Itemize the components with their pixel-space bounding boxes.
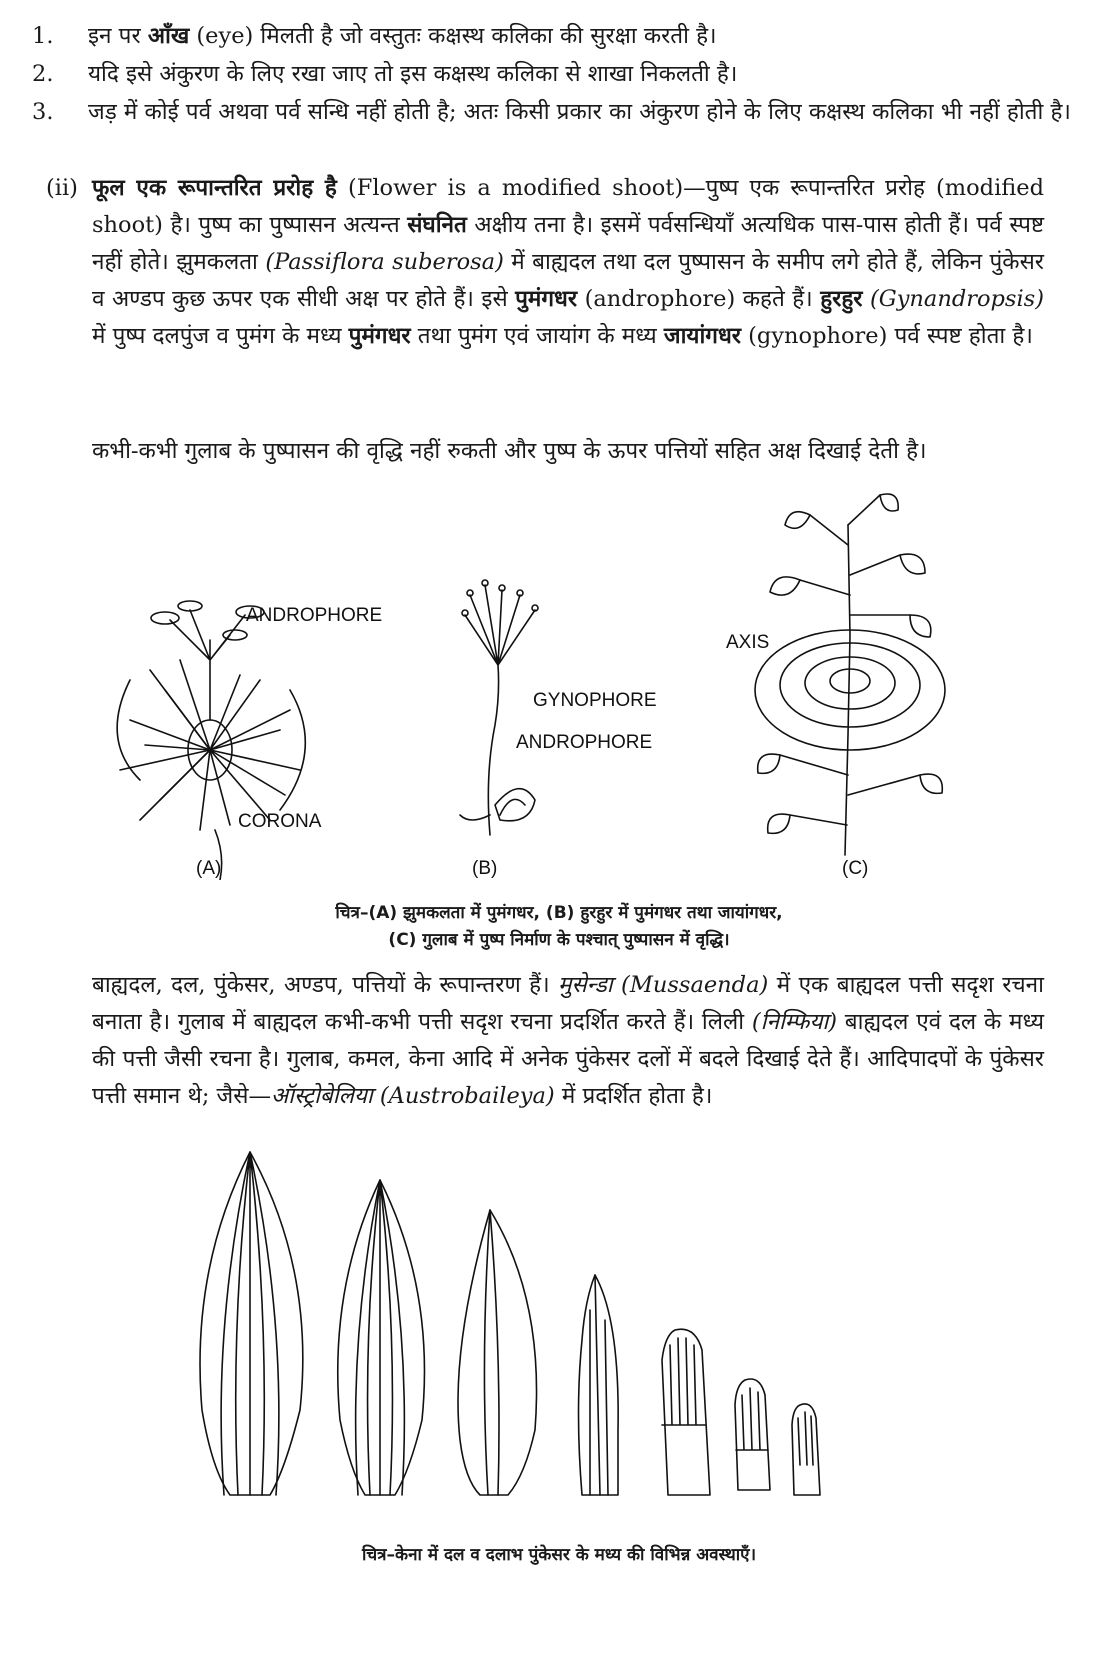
bold-term: पुमंगधर <box>515 286 578 312</box>
canna-stages-drawing <box>190 1150 870 1530</box>
italic-term: मुसेन्डा (Mussaenda) <box>558 972 769 998</box>
paragraph-text: में पुष्प दलपुंज व पुमंग के मध्य <box>92 323 349 349</box>
list-number: 1. <box>32 23 54 49</box>
list-number: 3. <box>32 99 54 125</box>
figure1-caption-line1: चित्र–(A) झुमकलता में पुमंगधर, (B) हुरहुर में पुमंगधर तथा जायांगधर, <box>335 903 783 923</box>
list-text: यदि इसे अंकुरण के लिए रखा जाए तो इस कक्षस्थ कलिका से शाखा निकलती है। <box>88 61 738 87</box>
paragraph-text: बाह्यदल एवं दल के मध्य की पत्ती जैसी रचना है। गुलाब, कमल, केना आदि में अनेक पुंकेसर दलों में बदले दिखाई देते हैं। आदिपादपों के पुंकेसर पत्ती समान थे; जैसे— <box>92 1009 1044 1109</box>
list-text: जड़ में कोई पर्व अथवा पर्व सन्धि नहीं होती है; अतः किसी प्रकार का अंकुरण होने के लिए कक्षस्थ कलिका भी नहीं होती है। <box>88 99 1071 125</box>
paragraph-text: बाह्यदल, दल, पुंकेसर, अण्डप, पत्तियों के रूपान्तरण हैं। <box>92 972 559 998</box>
bold-term: संघनित <box>407 212 467 238</box>
list-item-1 <box>32 18 1078 55</box>
figure1-caption-line2: (C) गुलाब में पुष्प निर्माण के पश्चात् पुष्पासन में वृद्धि। <box>388 930 730 950</box>
section-marker: (ii) <box>46 175 78 201</box>
rose-drawing <box>720 485 960 860</box>
section-paragraph <box>92 170 1044 355</box>
label-androphore-b: ANDROPHORE <box>516 732 653 753</box>
list-item-3 <box>32 94 1078 131</box>
label-androphore-a: ANDROPHORE <box>246 605 383 626</box>
italic-term: (निम्फिया) <box>751 1009 837 1035</box>
italic-term: ऑस्ट्रोबेलिया (Austrobaileya) <box>270 1083 555 1109</box>
paragraph-text: (gynophore) पर्व स्पष्ट होता है। <box>741 323 1033 349</box>
label-corona: CORONA <box>238 811 322 832</box>
paragraph-text: तथा पुमंग एवं जायांग के मध्य <box>410 323 664 349</box>
paragraph-text: में बाह्यदल तथा दल पुष्पासन के समीप लगे होते हैं, लेकिन पुंकेसर व अण्डप कुछ ऊपर एक सीधी अक्ष पर होते हैं। इसे <box>92 249 1044 312</box>
panel-label-a: (A) <box>196 858 222 879</box>
italic-term: (Passiflora suberosa) <box>265 249 504 275</box>
paragraph-text: (Flower is a modified shoot)—पुष्प एक रूपान्तरित प्ररोह (modified shoot) है। पुष्प का पुष्पासन अत्यन्त <box>92 175 1045 238</box>
stage-1-petal <box>200 1152 303 1495</box>
bold-term: आँख <box>147 23 190 49</box>
paragraph-text: अक्षीय तना है। इसमें पर्वसन्धियाँ अत्यधिक पास-पास होती हैं। पर्व स्पष्ट नहीं होते। झुमकलता <box>92 212 1044 275</box>
paragraph-text: (androphore) कहते हैं। <box>577 286 821 312</box>
bold-term: पुमंगधर <box>348 323 411 349</box>
paragraph-rose: कभी-कभी गुलाब के पुष्पासन की वृद्धि नहीं रुकती और पुष्प के ऊपर पत्तियों सहित अक्ष दिखाई देती है। <box>92 438 927 464</box>
italic-term: (Gynandropsis) <box>862 286 1045 312</box>
panel-label-b: (B) <box>472 858 498 879</box>
bold-term: हुरहुर <box>820 286 863 312</box>
bold-term: जायांगधर <box>663 323 741 349</box>
figure2-caption: चित्र–केना में दल व दलाभ पुंकेसर के मध्य की विभिन्न अवस्थाएँ। <box>361 1545 757 1565</box>
panel-label-c: (C) <box>842 858 869 879</box>
stage-5-stamenoid <box>662 1329 710 1495</box>
section-heading: फूल एक रूपान्तरित प्ररोह है <box>92 175 337 201</box>
paragraph-modifications <box>92 967 1044 1115</box>
stage-2-petal <box>338 1180 425 1495</box>
paragraph-text: में एक बाह्यदल पत्ती सदृश रचना बनाता है। गुलाब में बाह्यदल कभी-कभी पत्ती सदृश रचना प्रदर्शित करते हैं। लिली <box>92 972 1044 1035</box>
label-gynophore: GYNOPHORE <box>533 690 657 711</box>
label-axis: AXIS <box>726 632 770 653</box>
stage-7-stamen <box>792 1404 820 1495</box>
list-text: इन पर <box>88 23 148 49</box>
stage-3-petal <box>458 1210 537 1495</box>
list-text: (eye) मिलती है जो वस्तुतः कक्षस्थ कलिका की सुरक्षा करती है। <box>189 23 717 49</box>
stage-6-stamenoid <box>735 1379 770 1490</box>
paragraph-text: में प्रदर्शित होता है। <box>554 1083 713 1109</box>
list-item-2 <box>32 56 1078 93</box>
stage-4-petaloid <box>579 1275 619 1495</box>
list-number: 2. <box>32 61 54 87</box>
